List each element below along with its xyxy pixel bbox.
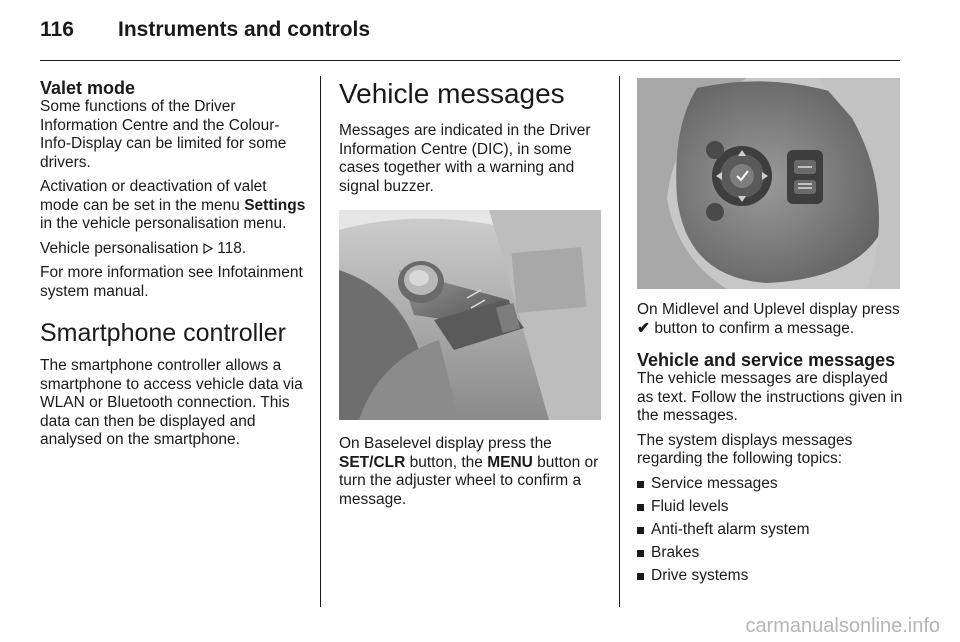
column-3 <box>637 78 905 590</box>
vehicle-messages-intro: Messages are indicated in the Driver Information Centre (DIC), in some cases together with a warning and signal buzzer. <box>339 122 591 195</box>
menu-button-label: MENU <box>487 453 533 471</box>
page-number: 116 <box>40 18 74 41</box>
text-span: Vehicle personalisation <box>40 239 199 257</box>
list-item <box>637 544 905 563</box>
text-span: button or turn the adjuster wheel to confirm a message. <box>339 453 599 508</box>
text-span: Activation or deactivation of valet mode can be set in the menu <box>40 178 267 214</box>
section-title: Instruments and controls <box>118 18 371 41</box>
text-span: button to confirm a message. <box>654 319 855 337</box>
text-span: button, the <box>409 453 483 471</box>
column-2 <box>339 78 607 515</box>
list-item <box>637 521 905 540</box>
page-reference-arrow-icon <box>203 243 213 254</box>
list-item-text: Brakes <box>651 543 700 561</box>
column-divider-1 <box>320 76 321 607</box>
text-span: On Midlevel and Uplevel display press <box>637 301 900 318</box>
page-header <box>40 18 900 58</box>
set-clr-button-label: SET/CLR <box>339 453 406 471</box>
watermark: carmanualsonline.info <box>745 615 940 637</box>
column-1 <box>40 78 308 456</box>
valet-paragraph-3 <box>40 240 308 259</box>
list-item <box>637 567 905 586</box>
list-item-text: Service messages <box>651 474 778 492</box>
bullet-square-icon <box>637 527 644 534</box>
list-item <box>637 475 905 494</box>
service-messages-paragraph-2: The system displays messages regarding the following topics: <box>637 431 853 467</box>
confirm-check-icon: ✔ <box>637 319 650 337</box>
valet-mode-heading: Valet mode <box>40 78 136 98</box>
valet-paragraph-1: Some functions of the Driver Information Centre and the Colour-Info-Display can be limited for some drivers. <box>40 98 287 171</box>
bullet-square-icon <box>637 573 644 580</box>
column-divider-2 <box>619 76 620 607</box>
bullet-square-icon <box>637 481 644 488</box>
text-span: in the vehicle personalisation menu. <box>40 215 287 232</box>
header-rule <box>40 60 900 61</box>
settings-keyword: Settings <box>244 196 306 214</box>
bullet-square-icon <box>637 550 644 557</box>
vehicle-service-messages-heading: Vehicle and service messages <box>637 350 896 370</box>
valet-paragraph-2 <box>40 178 308 234</box>
topic-list <box>637 475 905 586</box>
list-item <box>637 498 905 517</box>
page-reference-link[interactable]: 118. <box>217 239 247 257</box>
turn-signal-lever-figure <box>339 210 601 420</box>
steering-wheel-controls-figure <box>637 78 900 289</box>
list-item-text: Fluid levels <box>651 497 729 515</box>
text-span: On Baselevel display press the <box>339 435 552 452</box>
smartphone-controller-heading: Smartphone controller <box>40 319 286 347</box>
valet-paragraph-4: For more information see Infotainment system manual. <box>40 264 303 300</box>
bullet-square-icon <box>637 504 644 511</box>
smartphone-paragraph: The smartphone controller allows a smartphone to access vehicle data via WLAN or Bluetooth connection. This data can then be displayed and analysed on the smartphone. <box>40 357 303 448</box>
baselevel-caption <box>339 435 607 509</box>
list-item-text: Drive systems <box>651 566 749 584</box>
list-item-text: Anti-theft alarm system <box>651 520 810 538</box>
service-messages-paragraph-1: The vehicle messages are displayed as text. Follow the instructions given in the messages. <box>637 370 903 424</box>
vehicle-messages-heading: Vehicle messages <box>339 78 565 109</box>
midlevel-caption <box>637 301 905 338</box>
